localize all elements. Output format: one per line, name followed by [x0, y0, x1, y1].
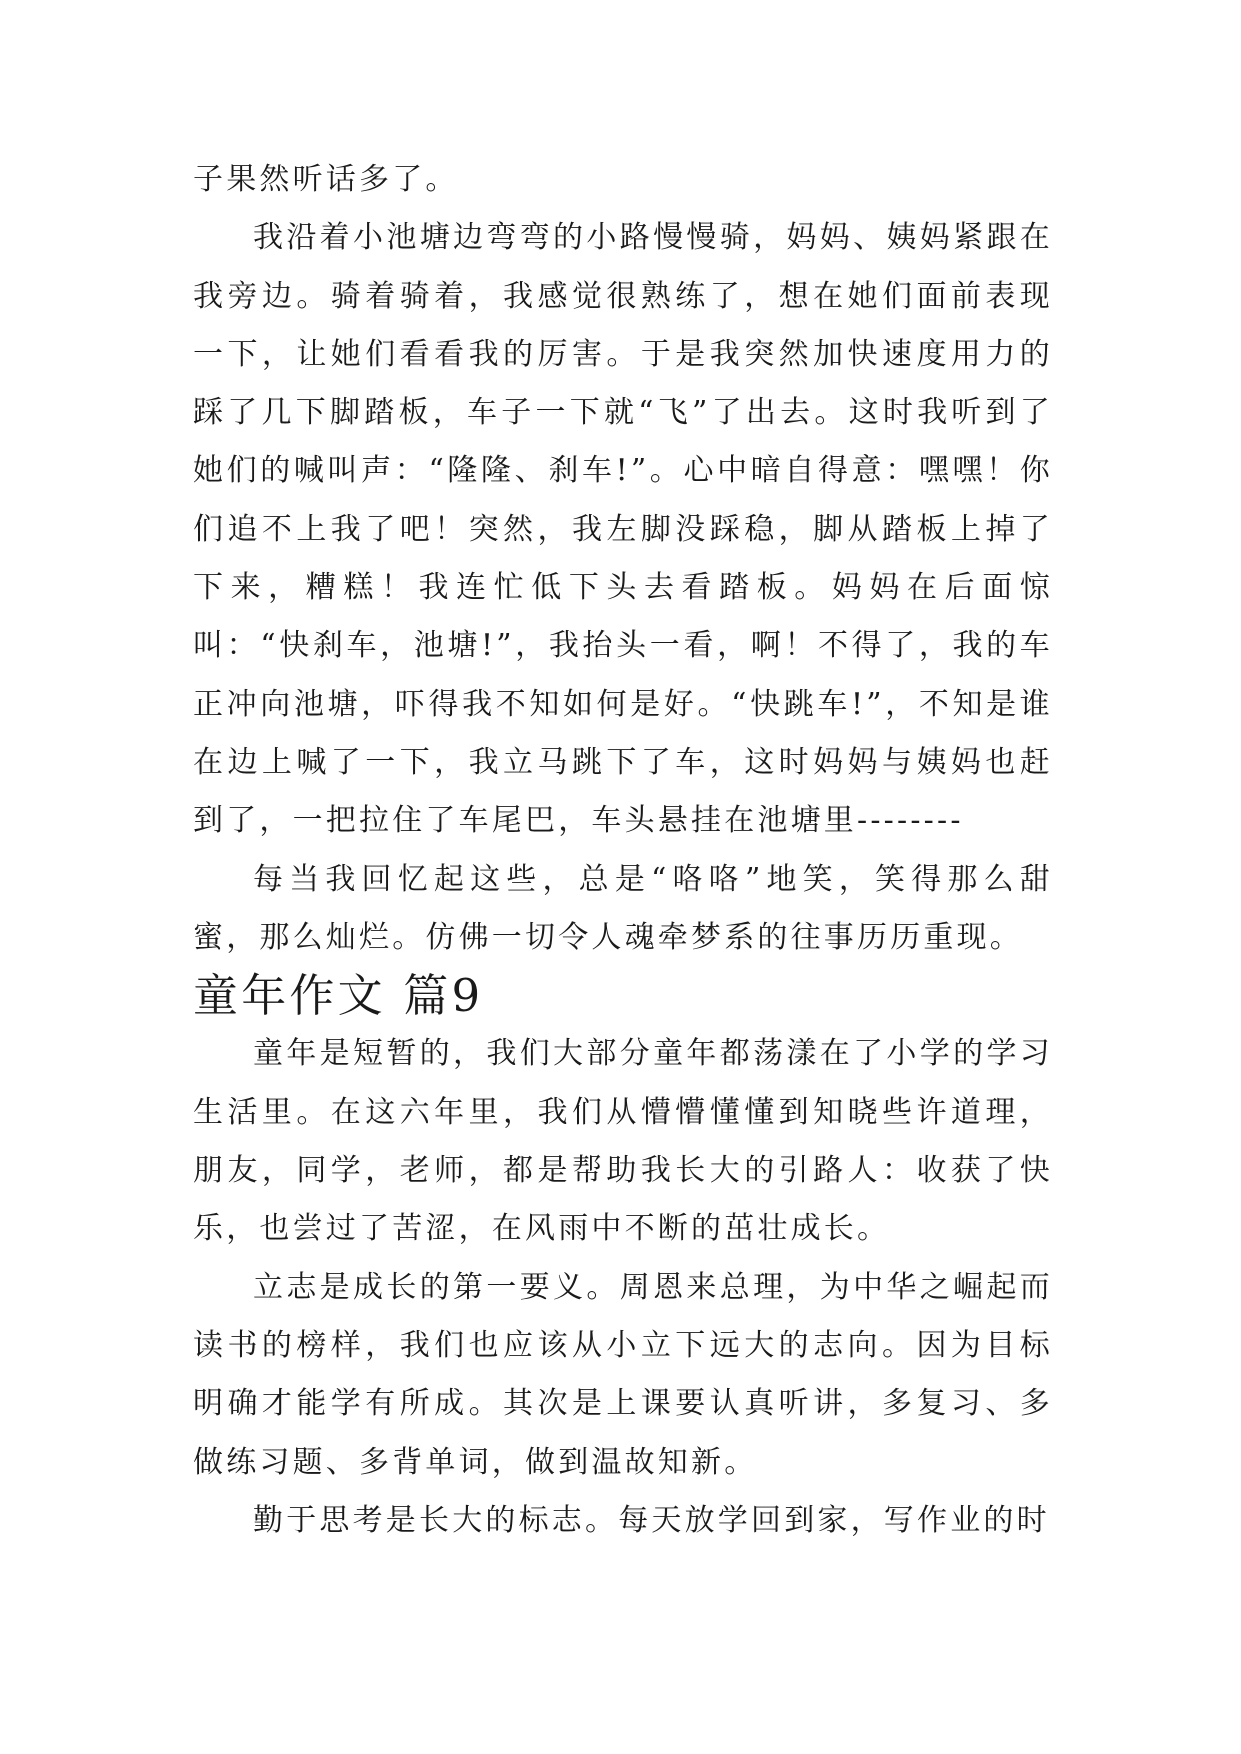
paragraph-bike-ride: 我沿着小池塘边弯弯的小路慢慢骑，妈妈、姨妈紧跟在我旁边。骑着骑着，我感觉很熟练了，想在她们面前表现一下，让她们看看我的厉害。于是我突然加快速度用力的踩了几下脚踏板，车子一下就“飞”了出去。这时我听到了她们的喊叫声：“隆隆、刹车!”。心中暗自得意：嘿嘿！你们追不上我了吧！突然，我左脚没踩稳，脚从踏板上掉了下来，糟糕！我连忙低下头去看踏板。妈妈在后面惊叫：“快刹车，池塘!”，我抬头一看，啊！不得了，我的车正冲向池塘，吓得我不知如何是好。“快跳车!”，不知是谁在边上喊了一下，我立马跳下了车，这时妈妈与姨妈也赶到了，一把拉住了车尾巴，车头悬挂在池塘里--------: [193, 220, 1053, 839]
paragraph-ambition: 立志是成长的第一要义。周恩来总理，为中华之崛起而读书的榜样，我们也应该从小立下远大的志向。因为目标明确才能学有所成。其次是上课要认真听讲，多复习、多做练习题、多背单词，做到温故知新。: [193, 1269, 1053, 1480]
paragraph-continuation: 子果然听话多了。: [193, 162, 459, 197]
paragraph-memory: 每当我回忆起这些，总是“咯咯”地笑，笑得那么甜蜜，那么灿烂。仿佛一切令人魂牵梦系的往事历历重现。: [193, 861, 1053, 955]
section-heading: 童年作文 篇9: [193, 969, 484, 1023]
paragraph-thinking: 勤于思考是长大的标志。每天放学回到家，写作业的时: [253, 1502, 1050, 1538]
paragraph-childhood-intro: 童年是短暂的，我们大部分童年都荡漾在了小学的学习生活里。在这六年里，我们从懵懵懂懂到知晓些许道理，朋友，同学，老师，都是帮助我长大的引路人：收获了快乐，也尝过了苦涩，在风雨中不断的茁壮成长。: [193, 1036, 1053, 1247]
document-body: [193, 151, 1053, 1550]
